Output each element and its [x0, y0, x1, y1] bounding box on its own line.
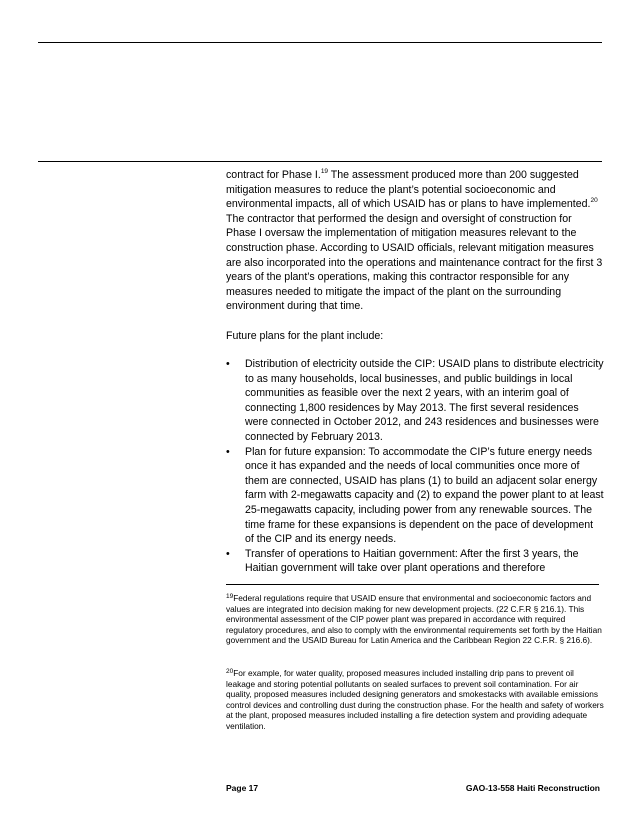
footnote-number: 20: [226, 668, 234, 675]
para1-text-b: The assessment produced more than 200 suggested mitigation measures to reduce the plant’s potential socioeconomic and environmental impacts, all of which USAID has or plans to have implemented.: [226, 169, 591, 211]
para1-text-a: contract for Phase I.: [226, 169, 321, 181]
bullet-icon: •: [226, 547, 230, 560]
footnote-text: For example, for water quality, proposed measures included installing drip pans to prevent oil leakage and storing potential pollutants on sealed surfaces to prevent soil contamination. For air quality, proposed measures included designing generators and smokestacks with available emissions control devices and controlling dust during the construction phase. For the health and safety of workers at the plant, proposed measures included installing a fire detection system and providing adequate ventilation.: [226, 668, 604, 731]
body-paragraph-1: [226, 168, 604, 314]
footnote-ref-20[interactable]: 20: [590, 197, 598, 205]
page-number: Page 17: [226, 783, 259, 793]
footnote-number: 19: [226, 593, 234, 600]
list-item-text: Distribution of electricity outside the CIP: USAID plans to distribute electricity to as many households, local businesses, and public buildings in local communities as feasible over the next 2 years, with an interim goal of connecting 1,800 residences by May 2013. The first several residences were connected in October 2012, and 243 residences and businesses were connected by February 2013.: [245, 358, 604, 443]
para1-text-c: The contractor that performed the design and oversight of construction for Phase I oversaw the implementation of mitigation measures relevant to the construction phase. According to USAID officials, relevant mitigation measures are also incorporated into the operations and maintenance contract for the first 3 years of the plant’s operations, making this contractor responsible for any measures needed to mitigate the impact of the plant on the surrounding environment during that time.: [226, 212, 603, 313]
footnote-19: [226, 593, 604, 646]
footnote-ref-19[interactable]: 19: [320, 168, 329, 175]
report-id: GAO-13-558 Haiti Reconstruction: [465, 783, 600, 793]
footnote-text: Federal regulations require that USAID ensure that environmental and socioeconomic factors and values are integrated into decision making for new development projects. (22 C.F.R § 216.1). This environmental assessment of the CIP power plant was prepared in accordance with required regulatory procedures, and also to comply with the environmental requirements set forth by the Haitian government and the USAID Bureau for Latin America and the Caribbean Region 22 C.F.R. § 216.6).: [226, 593, 602, 646]
bullet-icon: •: [226, 445, 230, 458]
list-item: [226, 445, 604, 547]
future-plans-list: [226, 357, 604, 576]
body-paragraph-2: Future plans for the plant include:: [226, 330, 384, 342]
list-item: [226, 547, 604, 576]
section-rule: [38, 161, 602, 162]
footnote-separator: [226, 584, 599, 585]
footnote-20: [226, 668, 604, 732]
list-item-text: Transfer of operations to Haitian government: After the first 3 years, the Haitian government will take over plant operations and therefore: [245, 547, 579, 575]
list-item: [226, 357, 604, 445]
list-item-text: Plan for future expansion: To accommodate the CIP’s future energy needs once it has expanded and the needs of local communities once more of them are connected, USAID has plans (1) to build an adjacent solar energy farm with 2-megawatts capacity and (2) to expand the power plant to at least 25-megawatts capacity, including power from any renewable sources. The time frame for these expansions is dependent on the pace of development of the CIP and its energy needs.: [245, 445, 604, 546]
top-rule: [38, 42, 602, 43]
bullet-icon: •: [226, 358, 230, 370]
